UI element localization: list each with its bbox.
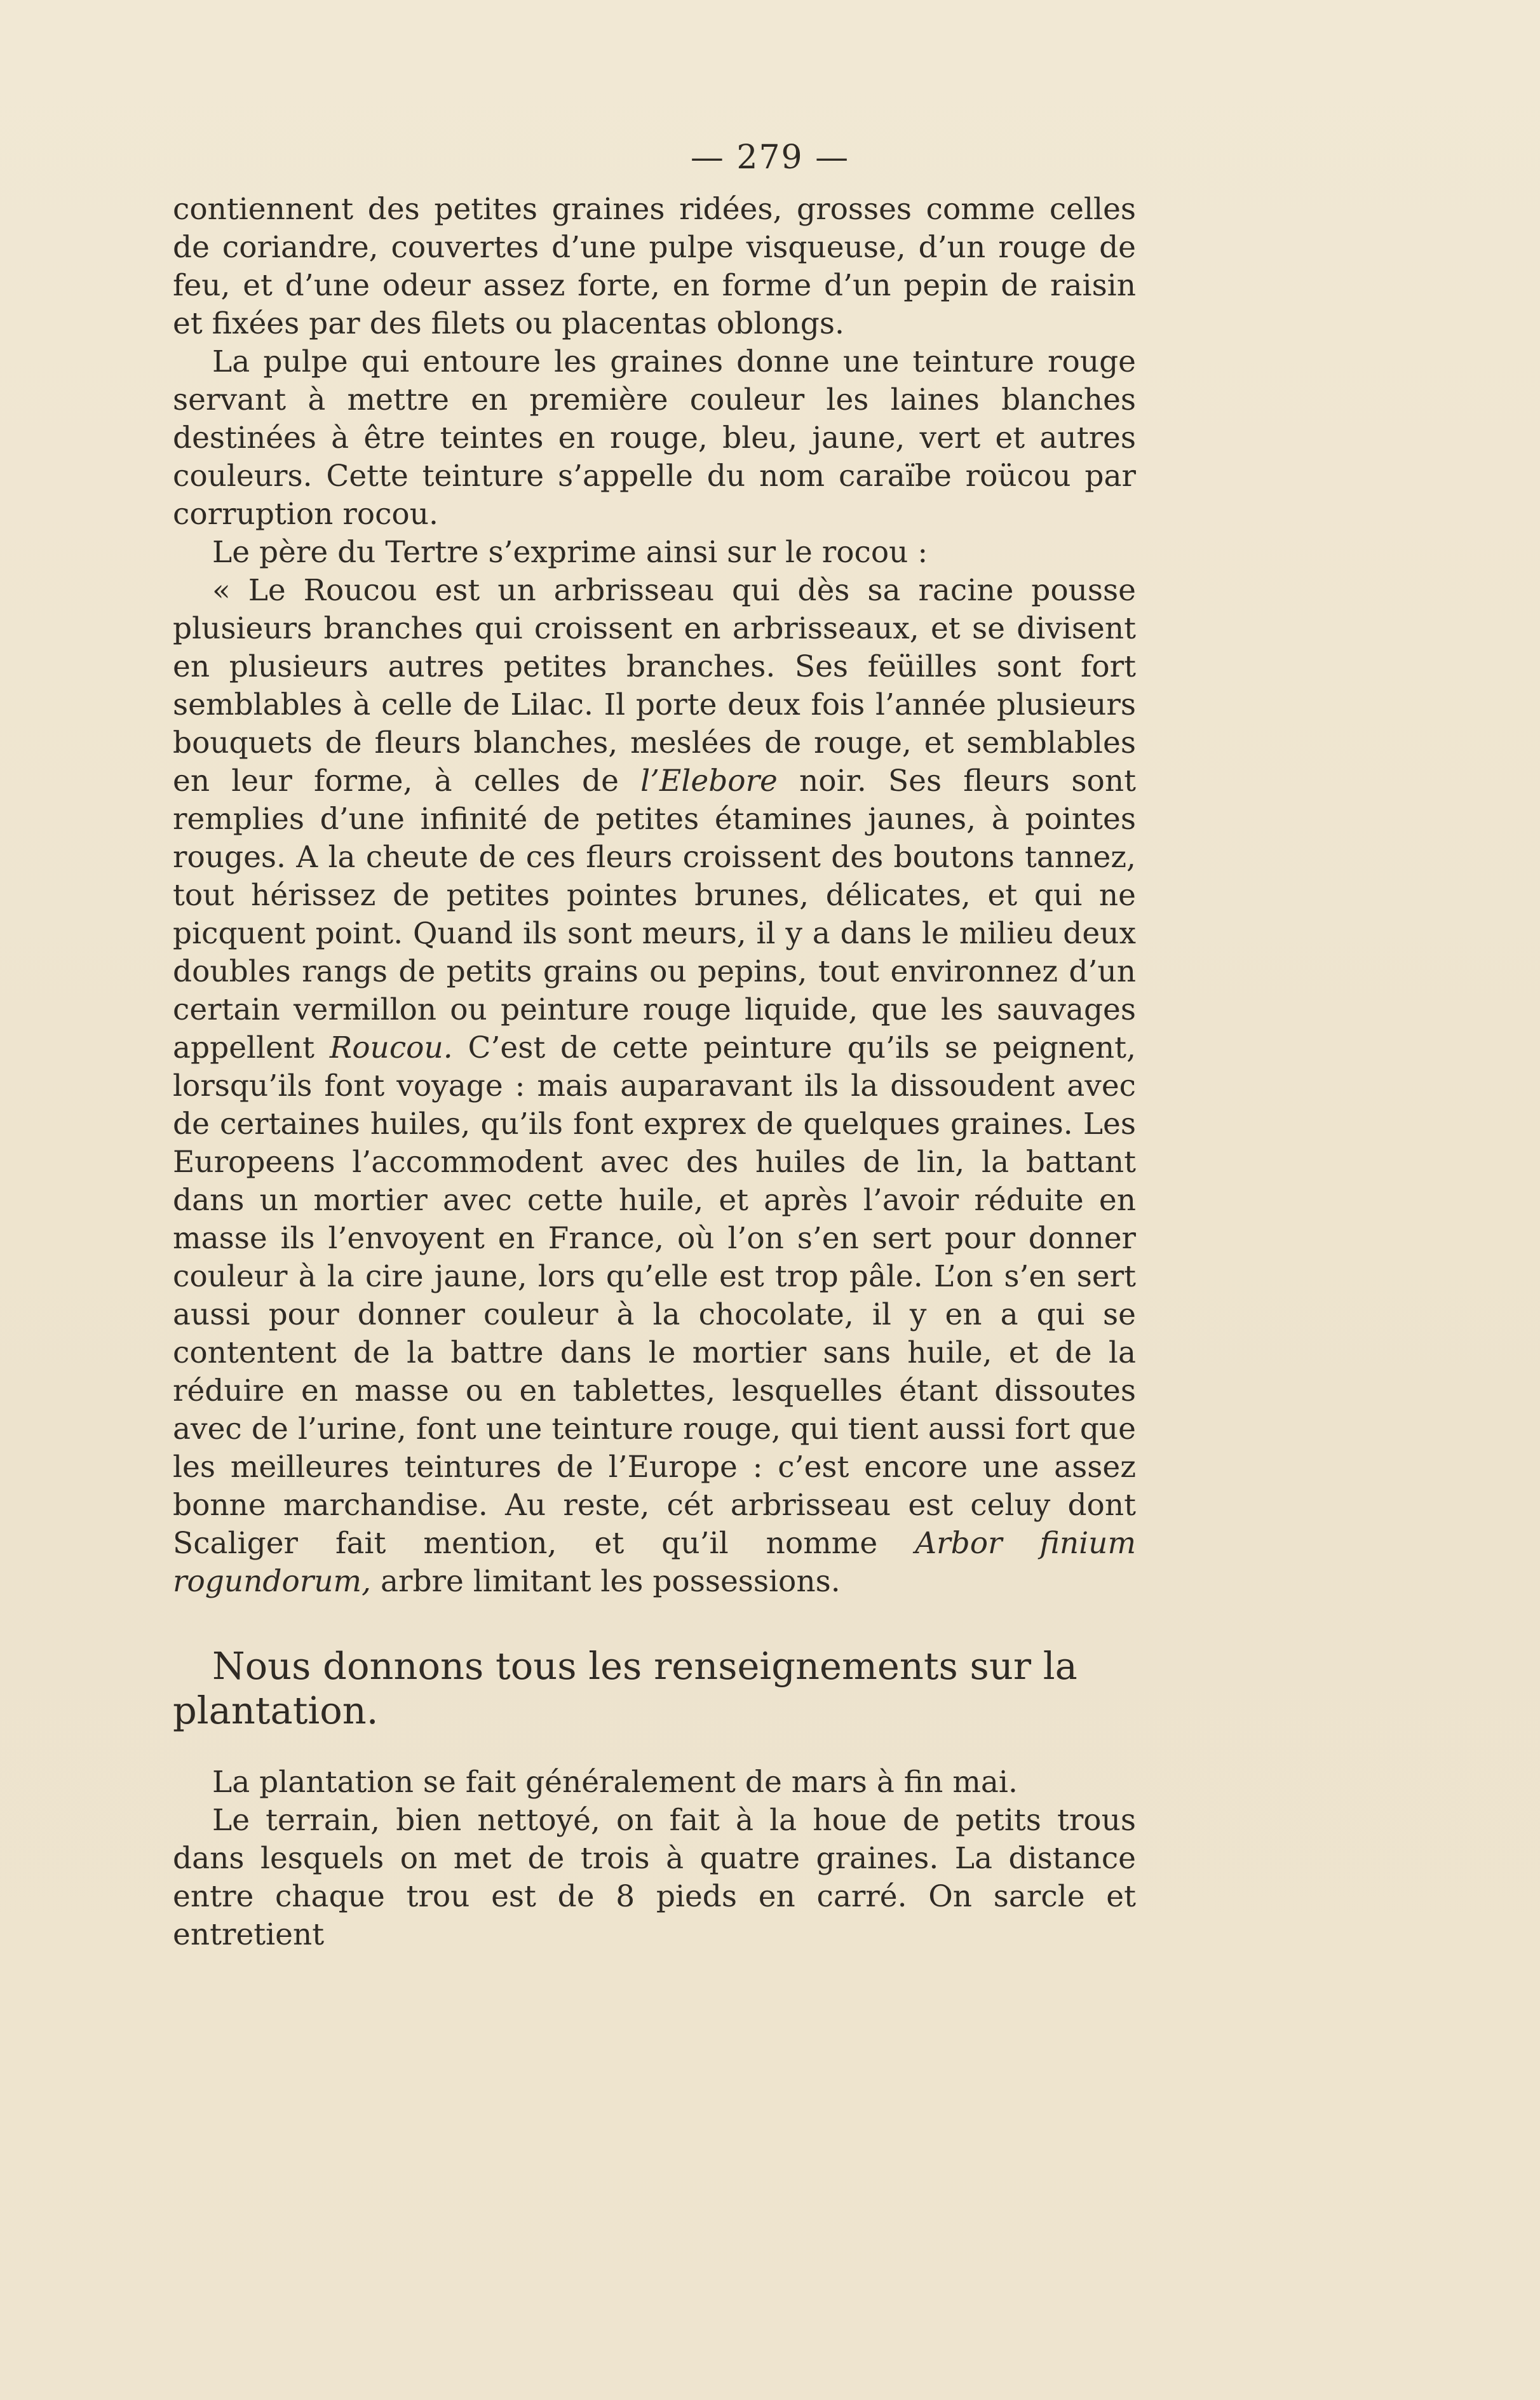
italic-roucou: Roucou. [329, 1030, 453, 1065]
section-heading: Nous donnons tous les renseignements sur la plantation. [173, 1644, 1077, 1732]
quote-text-4: arbre limitant les possessions. [371, 1564, 841, 1599]
italic-arbor: Arbor finium rogundorum, [173, 1526, 1137, 1599]
paragraph-terrain: Le terrain, bien nettoyé, on fait à la houe de petits trous dans lesquels on met de trois à quatre graines. La distance entre chaque trou est de 8 pieds en carré. On sarcle et entretient [173, 1803, 1136, 1952]
paragraph-quote [173, 572, 1136, 1601]
paragraph-continuation: contiennent des petites graines ridées, grosses comme celles de coriandre, couvertes d’une pulpe visqueuse, d’un rouge de feu, et d’une odeur assez forte, en forme d’un pepin de raisin et fixées par des filets ou placentas oblongs. [173, 192, 1136, 341]
quote-text-3: C’est de cette peinture qu’ils se peignent, lorsqu’ils font voyage : mais auparavant ils la dissoudent avec de certaines huiles, qu’ils font exprex de quelques graines. Les Europeens l’accommodent avec des huiles de lin, la battant dans un mortier avec cette huile, et après l’avoir réduite en masse ils l’envoyent en France, où l’on s’en sert pour donner couleur à la cire jaune, lors qu’elle est trop pâle. L’on s’en sert aussi pour donner couleur à la chocolate, il y en a qui se contentent de la battre dans le mortier sans huile, et de la réduire en masse ou en tablettes, lesquelles étant dissoutes avec de l’urine, font une teinture rouge, qui tient aussi fort que les meilleures teintures de l’Europe : c’est encore une assez bonne marchandise. Au reste, cét arbrisseau est celuy dont Scaliger fait mention, et qu’il nomme [173, 1030, 1137, 1561]
page-number: — 279 — [690, 138, 850, 177]
quote-text-1: « Le Roucou est un arbrisseau qui dès sa racine pousse plusieurs branches qui croissent en arbrisseaux, et se divisent en plusieurs autres petites branches. Ses feüilles sont fort semblables à celle de Lilac. Il porte deux fois l’année plusieurs bouquets de fleurs blanches, meslées de rouge, et semblables en leur forme, à celles de [173, 573, 1136, 799]
paragraph-quote-intro: Le père du Tertre s’exprime ainsi sur le rocou : [212, 535, 928, 570]
paragraph-pulpe: La pulpe qui entoure les graines donne une teinture rouge servant à mettre en première couleur les laines blanches destinées à être teintes en rouge, bleu, jaune, vert et autres couleurs. Cette teinture s’appelle du nom caraïbe roücou par corruption rocou. [173, 344, 1136, 532]
italic-elebore: l’Elebore [640, 764, 778, 799]
quote-text-2: noir. Ses fleurs sont remplies d’une infinité de petites étamines jaunes, à pointes rouges. A la cheute de ces fleurs croissent des boutons tannez, tout hérissez de petites pointes brunes, délicates, et qui ne picquent point. Quand ils sont meurs, il y a dans le milieu deux doubles rangs de petits grains ou pepins, tout environnez d’un certain vermillon ou peinture rouge liquide, que les sauvages appellent [173, 764, 1136, 1065]
text-column [173, 191, 1136, 1954]
paragraph-plantation: La plantation se fait généralement de mars à fin mai. [212, 1765, 1018, 1800]
